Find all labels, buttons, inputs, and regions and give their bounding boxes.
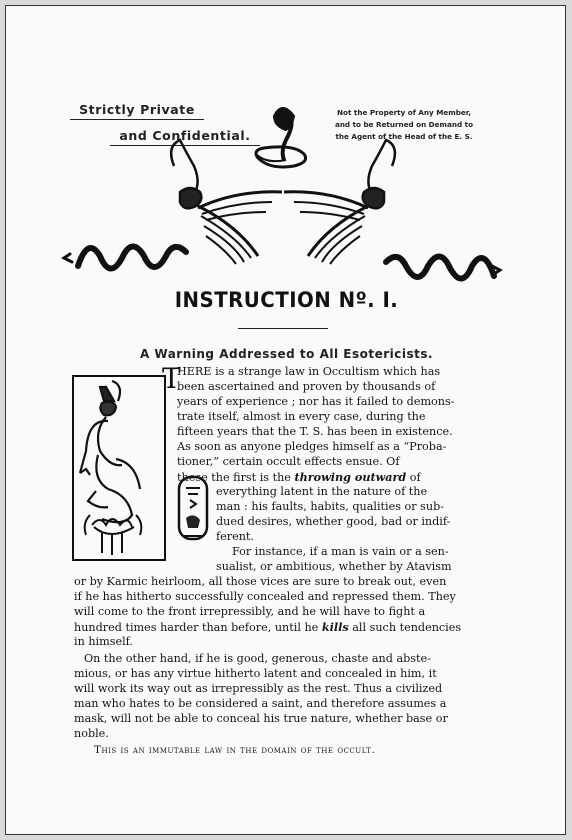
- kneeling-figure-icon: [80, 381, 140, 522]
- p2-line-3: or by Karmic heirloom, all those vices are sure to break out, even: [74, 575, 447, 588]
- dropcap-letter: T: [162, 362, 181, 395]
- p2-line-6-end: all such tendencies: [348, 621, 462, 634]
- p1-line-4: trate itself, almost in every case, during the: [177, 410, 426, 423]
- left-bird-icon: [171, 140, 282, 264]
- p1-line-3: years of experience ; nor has it failed to demons-: [177, 395, 455, 408]
- document-page: [5, 5, 566, 835]
- subheading: A Warning Addressed to All Esotericists.: [139, 347, 434, 361]
- p2-line-2: sualist, or ambitious, whether by Atavism: [216, 560, 452, 573]
- p1-line-1: HERE is a strange law in Occultism which has: [177, 365, 441, 378]
- header-left-line1: Strictly Private: [70, 102, 204, 120]
- p1-line-8-start: these the first is the: [177, 471, 295, 484]
- p3-line-2: mious, or has any virtue hitherto latent and concealed in him, it: [74, 667, 437, 680]
- p2-line-1: For instance, if a man is vain or a sen-: [232, 545, 449, 558]
- p1-line-8: [177, 470, 421, 485]
- p1-line-11: dued desires, whether good, bad or indif-: [216, 515, 451, 528]
- p3-line-1: On the other hand, if he is good, generous, chaste and abste-: [84, 652, 431, 665]
- header-left-line2: and Confidential.: [110, 128, 260, 146]
- p2-line-4: if he has hitherto successfully concealed and repressed them. They: [74, 590, 456, 603]
- emphasis-kills: kills: [321, 620, 349, 634]
- title-divider: [238, 328, 328, 329]
- p1-line-5: fifteen years that the T. S. has been in existence.: [177, 425, 453, 438]
- winged-serpent-emblem: [6, 96, 567, 286]
- egyptian-figure-illustration: [72, 375, 166, 561]
- p3-line-4: man who hates to be considered a saint, and therefore assumes a: [74, 697, 447, 710]
- cobra-icon: [256, 108, 306, 167]
- p2-line-5: will come to the front irrepressibly, and he will have to fight a: [74, 605, 426, 618]
- header-right-line2: and to be Returned on Demand to: [334, 120, 474, 129]
- header-right-line1: Not the Property of Any Member,: [337, 108, 471, 117]
- p1-line-7: tioner,” certain occult effects ensue. Of: [177, 455, 400, 468]
- p1-line-12: ferent.: [216, 530, 254, 543]
- p3-line-3: will work its way out as irrepressibly as the rest. Thus a civilized: [74, 682, 443, 695]
- p1-line-6: As soon as anyone pledges himself as a “Proba-: [177, 440, 447, 453]
- p2-line-6: [74, 620, 461, 635]
- p1-line-10: man : his faults, habits, qualities or sub-: [216, 500, 445, 513]
- p3-line-6: noble.: [74, 727, 109, 740]
- right-serpent-icon: [386, 256, 500, 278]
- p2-line-7: in himself.: [74, 635, 133, 648]
- p1-line-2: been ascertained and proven by thousands of: [177, 380, 436, 393]
- right-bird-icon: [284, 140, 395, 264]
- page-title: INSTRUCTION Nº. I.: [174, 288, 399, 312]
- p1-line-9: everything latent in the nature of the: [216, 485, 428, 498]
- left-serpent-icon: [64, 246, 186, 268]
- p1-line-8-end: of: [406, 471, 421, 484]
- header-right-line3: the Agent of the Head of the E. S.: [335, 132, 473, 141]
- closing-statement: This is an immutable law in the domain of the occult.: [94, 744, 376, 756]
- p2-line-6-start: hundred times harder than before, until he: [74, 621, 322, 634]
- p3-line-5: mask, will not be able to conceal his true nature, whether base or: [74, 712, 448, 725]
- emphasis-throwing-outward: throwing outward: [294, 470, 407, 484]
